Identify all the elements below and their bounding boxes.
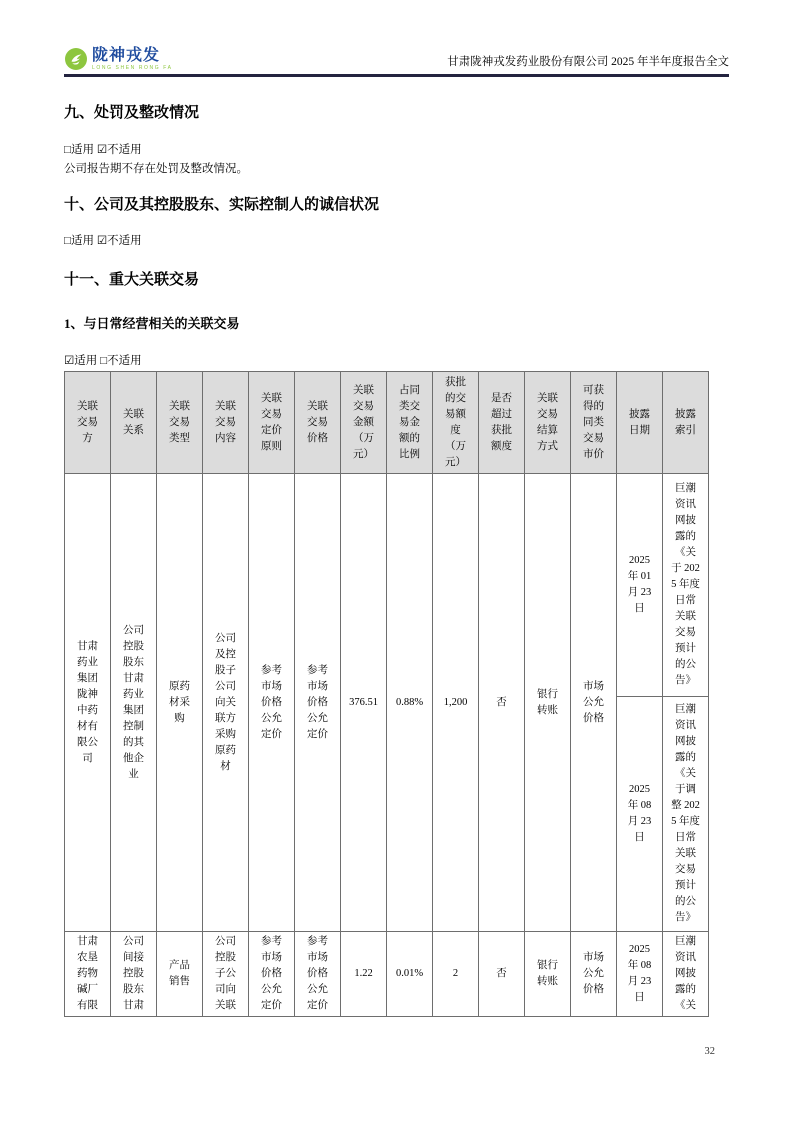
logo-brand-subtitle: LONG SHEN RONG FA [92,64,173,71]
col-header-market-price: 可获得的同类交易市价 [571,372,617,474]
section-11-sub1-applicability-checkboxes: ☑适用 □不适用 [64,355,142,367]
table-header [65,372,709,474]
section-9-applicability-checkboxes: □适用 ☑不适用 [64,144,142,156]
logo-text [92,48,173,71]
row1-approved-quota: 1,200 [433,474,479,932]
logo-icon [64,47,88,71]
row1-amount: 376.51 [341,474,387,932]
section-10-applicability-checkboxes: □适用 ☑不适用 [64,235,142,247]
row1-settlement: 银行转账 [525,474,571,932]
section-9-heading: 九、处罚及整改情况 [64,105,200,121]
row2-relation: 公司间接控股股东甘肃 [111,932,157,1017]
col-header-pricing-principle: 关联交易定价原则 [249,372,295,474]
row1-disclosure-date-2: 2025 年 08 月 23 日 [617,697,663,932]
row1-disclosure-date-1: 2025 年 01 月 23 日 [617,474,663,697]
row2-ratio: 0.01% [387,932,433,1017]
company-logo [64,47,173,71]
col-header-disclosure-index: 披露索引 [663,372,709,474]
col-header-approved-quota: 获批的交易额度（万元） [433,372,479,474]
table-row-2 [65,932,709,1017]
row1-exceeds-quota: 否 [479,474,525,932]
row1-ratio: 0.88% [387,474,433,932]
related-transactions-table [64,371,709,1017]
row2-amount: 1.22 [341,932,387,1017]
row1-market-price: 市场公允价格 [571,474,617,932]
page-number: 32 [704,1046,715,1057]
row2-exceeds-quota: 否 [479,932,525,1017]
row1-relation: 公司控股股东甘肃药业集团控制的其他企业 [111,474,157,932]
row1-disclosure-index-2: 巨潮资讯网披露的《关于调整 2025 年度日常关联交易预计的公告》 [663,697,709,932]
row2-disclosure-index: 巨潮资讯网披露的《关 [663,932,709,1017]
section-9-body-text: 公司报告期不存在处罚及整改情况。 [64,163,248,175]
section-11-heading: 十一、重大关联交易 [64,272,200,288]
row1-party: 甘肃药业集团陇神中药材有限公司 [65,474,111,932]
row2-settlement: 银行转账 [525,932,571,1017]
col-header-ratio: 占同类交易金额的比例 [387,372,433,474]
col-header-settlement: 关联交易结算方式 [525,372,571,474]
row2-type: 产品销售 [157,932,203,1017]
col-header-exceeds-quota: 是否超过获批额度 [479,372,525,474]
col-header-content: 关联交易内容 [203,372,249,474]
col-header-party: 关联交易方 [65,372,111,474]
row1-disclosure-index-1: 巨潮资讯网披露的《关于 2025 年度日常关联交易预计的公告》 [663,474,709,697]
document-title: 甘肃陇神戎发药业股份有限公司 2025 年半年度报告全文 [447,56,729,68]
row2-price: 参考市场价格公允定价 [295,932,341,1017]
col-header-type: 关联交易类型 [157,372,203,474]
logo-brand-name: 陇神戎发 [92,46,161,64]
row2-disclosure-date: 2025 年 08 月 23 日 [617,932,663,1017]
table-header-row [65,372,709,474]
row1-price: 参考市场价格公允定价 [295,474,341,932]
table-row-1 [65,474,709,697]
row1-content: 公司及控股子公司向关联方采购原药材 [203,474,249,932]
col-header-price: 关联交易价格 [295,372,341,474]
row2-pricing-principle: 参考市场价格公允定价 [249,932,295,1017]
col-header-disclosure-date: 披露日期 [617,372,663,474]
col-header-amount: 关联交易金额（万元） [341,372,387,474]
section-10-heading: 十、公司及其控股股东、实际控制人的诚信状况 [64,197,380,213]
row2-approved-quota: 2 [433,932,479,1017]
row1-pricing-principle: 参考市场价格公允定价 [249,474,295,932]
document-header [64,0,729,77]
row2-party: 甘肃农垦药物碱厂有限 [65,932,111,1017]
section-11-sub1-heading: 1、与日常经营相关的关联交易 [64,316,240,331]
row2-market-price: 市场公允价格 [571,932,617,1017]
col-header-relation: 关联关系 [111,372,157,474]
row1-type: 原药材采购 [157,474,203,932]
row2-content: 公司控股子公司向关联 [203,932,249,1017]
